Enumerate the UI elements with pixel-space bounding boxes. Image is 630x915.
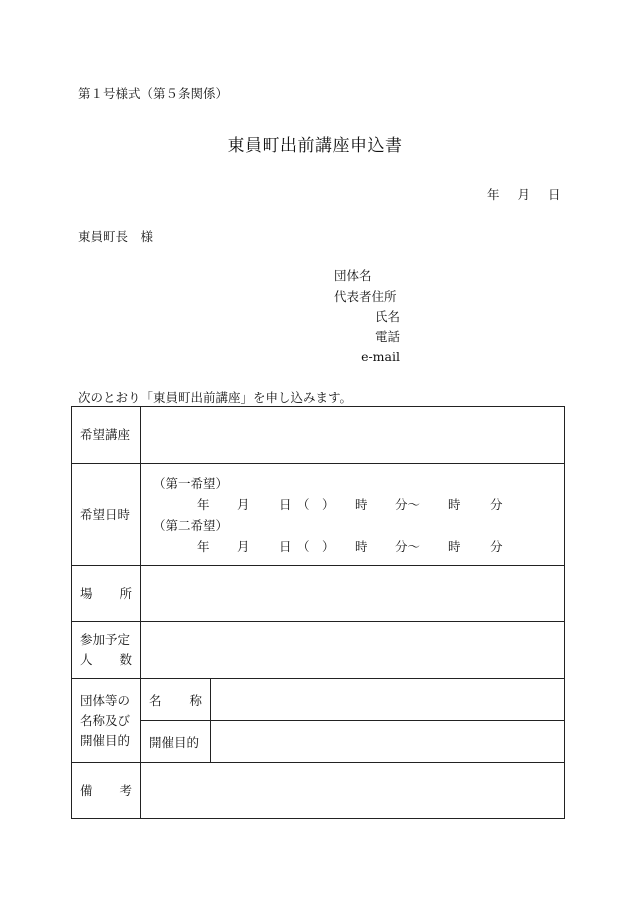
org-label: 団体名 xyxy=(334,268,372,283)
date-line xyxy=(487,185,561,203)
dt2-hour2: 時 xyxy=(448,538,461,554)
dt2-minute: 分 xyxy=(490,538,503,554)
first-choice-row xyxy=(153,494,564,515)
group-name-label: 名 称 xyxy=(141,679,211,721)
datetime-label: 希望日時 xyxy=(72,464,141,566)
dt1-day: 日 xyxy=(279,496,292,512)
row-place xyxy=(72,566,565,622)
row-datetime xyxy=(72,464,565,566)
group-purpose-label: 開催目的 xyxy=(141,721,211,763)
row-group-name xyxy=(72,679,565,721)
course-field[interactable] xyxy=(141,407,565,464)
dt1-minute: 分 xyxy=(490,496,503,512)
intro-text: 次のとおり「東員町出前講座」を申し込みます。 xyxy=(78,390,353,405)
dt1-minute-from: 分～ xyxy=(395,496,421,512)
datetime-field[interactable] xyxy=(141,464,565,566)
email-label: e-mail xyxy=(361,349,400,364)
remarks-label: 備 考 xyxy=(72,763,141,819)
place-field[interactable] xyxy=(141,566,565,622)
name-label: 氏名 xyxy=(374,309,400,324)
row-remarks xyxy=(72,763,565,819)
addressee: 東員町長 様 xyxy=(78,229,154,244)
rep-address-label: 代表者住所 xyxy=(334,289,397,304)
place-label: 場 所 xyxy=(72,566,141,622)
dt2-year: 年 xyxy=(197,538,210,554)
participants-field[interactable] xyxy=(141,622,565,679)
dt2-hour: 時 xyxy=(355,538,368,554)
first-choice-label: （第一希望） xyxy=(153,475,229,491)
group-label: 団体等の 名称及び 開催目的 xyxy=(72,679,141,763)
dt2-minute-from: 分～ xyxy=(395,538,421,554)
second-choice-label: （第二希望） xyxy=(153,517,229,533)
row-group-purpose xyxy=(72,721,565,763)
date-year: 年 xyxy=(487,187,500,202)
document-title: 東員町出前講座申込書 xyxy=(227,136,403,156)
dt1-year: 年 xyxy=(197,496,210,512)
dt2-day: 日 xyxy=(279,538,292,554)
participants-label: 参加予定 人 数 xyxy=(72,622,141,679)
dt1-hour: 時 xyxy=(355,496,368,512)
second-choice-row xyxy=(153,536,564,557)
dt1-month: 月 xyxy=(237,496,250,512)
row-course xyxy=(72,407,565,464)
date-month: 月 xyxy=(517,187,531,202)
remarks-field[interactable] xyxy=(141,763,565,819)
course-label: 希望講座 xyxy=(72,407,141,464)
date-day: 日 xyxy=(548,187,561,202)
dt1-weekday: （ ） xyxy=(297,496,335,512)
application-table xyxy=(71,406,565,819)
form-number-label: 第１号様式（第５条関係） xyxy=(78,86,229,101)
row-participants xyxy=(72,622,565,679)
dt2-month: 月 xyxy=(237,538,250,554)
group-purpose-field[interactable] xyxy=(211,721,565,763)
group-name-field[interactable] xyxy=(211,679,565,721)
dt2-weekday: （ ） xyxy=(297,538,335,554)
dt1-hour2: 時 xyxy=(448,496,461,512)
tel-label: 電話 xyxy=(374,329,400,344)
